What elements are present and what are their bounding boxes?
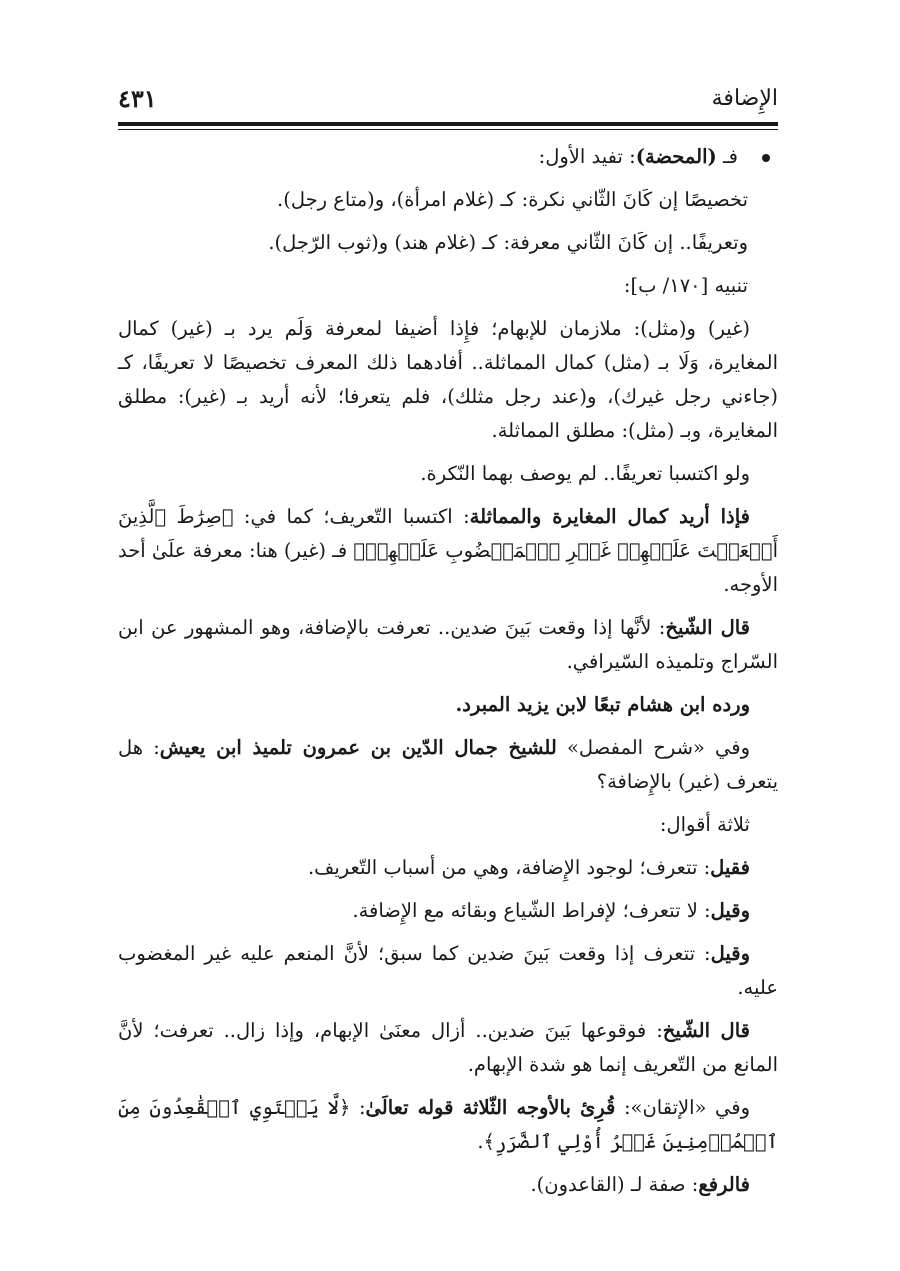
text-run: : اكتسبا التّعريف؛ كما في: ﴿صِرَٰطَ ٱلَّذِينَ أَنۡعَمۡتَ عَلَيۡهِمۡ غَيۡرِ ٱلۡمَغۡضُوبِ عَلَيۡهِمۡ﴾ فـ (غير) هنا: معرفة علَىٰ أحد الأوجه.	[118, 505, 778, 596]
paragraph	[118, 937, 778, 1005]
header-rule-thick	[118, 122, 778, 126]
paragraph	[118, 500, 778, 602]
bold-text: (المحضة)	[635, 145, 717, 168]
text-run: ثلاثة أقوال:	[659, 813, 750, 836]
paragraph	[118, 808, 778, 842]
text-run: : هل يتعرف (غير) بالإِضافة؟	[118, 736, 778, 793]
paragraph	[118, 183, 778, 217]
text-run: (غير) و(مثل): ملازمان للإبهام؛ فإِذا أضيفا لمعرفة وَلَم يرد بـ (غير) كمال المغايرة، وَلَا بـ (مثل) كمال المماثلة.. أفادهما ذلك المعرف تخصيصًا لا تعريفًا، كـ (جاءني رجل غيرك)، و(عند رجل مثلك)، فلم يتعرفا؛ لأنه أريد بـ (غير): مطلق المغايرة، وبـ (مثل): مطلق المماثلة.	[118, 317, 778, 442]
page-header	[118, 84, 778, 114]
text-run: تخصيصًا إن كَانَ الثّاني نكرة: كـ (غلام امرأة)، و(متاع رجل).	[277, 188, 748, 211]
text-run: وفي «شرح المفصل»	[556, 736, 750, 759]
text-run: وفي «الإتقان»:	[615, 1096, 751, 1119]
text-run: : فوقوعها بَينَ ضدين.. أزال معنَىٰ الإبهام، وإذا زال.. تعرفت؛ لأنَّ المانع من التّعريف إنما هو شدة الإبهام.	[118, 1019, 778, 1076]
paragraph	[118, 226, 778, 260]
text-run: : ﴿لَّا يَسۡتَوِي ٱلۡقَٰعِدُونَ مِنَ ٱلۡمُؤۡمِنِينَ غَيۡرُ أُوْلِي ٱلضَّرَرِ﴾.	[118, 1096, 778, 1153]
paragraph	[118, 457, 778, 491]
paragraph	[118, 688, 778, 722]
paragraph	[118, 269, 778, 303]
paragraph	[118, 851, 778, 885]
paragraph	[118, 894, 778, 928]
text-run: : تتعرف؛ لوجود الإِضافة، وهي من أسباب التّعريف.	[307, 856, 711, 879]
bold-text: وقيل	[710, 942, 750, 965]
text-run: وتعريفًا.. إن كَانَ الثّاني معرفة: كـ (غلام هند) و(ثوب الرّجل).	[268, 231, 748, 254]
header-rule-thin	[118, 129, 778, 130]
text-run: تنبيه [١٧٠/ ب]:	[623, 274, 748, 297]
paragraph	[118, 1168, 778, 1202]
bullet-paragraph	[118, 140, 778, 174]
bold-text: للشيخ جمال الدّين بن عمرون تلميذ ابن يعيش	[159, 736, 557, 759]
text-run: ولو اكتسبا تعريفًا.. لم يوصف بهما النّكرة.	[420, 462, 750, 485]
page-number: ٤٣١	[118, 84, 157, 113]
text-run: : لأنَّها إذا وقعت بَينَ ضدين.. تعرفت بالإضافة، وهو المشهور عن ابن السّراج وتلميذه السّيرافي.	[118, 616, 778, 673]
text-run: : لا تتعرف؛ لإفراط الشّياع وبقائه مع الإِضافة.	[352, 899, 711, 922]
bold-text: وقيل	[710, 899, 750, 922]
bold-text: قال الشّيخ	[665, 616, 750, 639]
paragraph	[118, 731, 778, 799]
paragraph	[118, 1091, 778, 1159]
text-run: : تفيد الأول:	[538, 145, 636, 168]
bold-text: ورده ابن هشام تبعًا لابن يزيد المبرد.	[455, 693, 750, 716]
bold-text: فإذا أريد كمال المغايرة والمماثلة	[469, 505, 751, 528]
bullet-icon	[762, 154, 770, 162]
paragraph	[118, 312, 778, 448]
text-run: : صفة لـ (القاعدون).	[530, 1173, 699, 1196]
bold-text: قُرِئ بالأوجه الثّلاثة قوله تعالَىٰ	[365, 1096, 616, 1119]
text-run: : تتعرف إذا وقعت بَينَ ضدين كما سبق؛ لأنَّ المنعم عليه غير المغضوب عليه.	[118, 942, 778, 999]
body-text	[118, 140, 778, 1211]
paragraph	[118, 611, 778, 679]
text-run: فـ	[716, 145, 738, 168]
chapter-title: الإِضافة	[711, 86, 778, 111]
bold-text: فقيل	[710, 856, 750, 879]
bold-text: فالرفع	[698, 1173, 750, 1196]
bold-text: قال الشّيخ	[662, 1019, 750, 1042]
paragraph	[118, 1014, 778, 1082]
